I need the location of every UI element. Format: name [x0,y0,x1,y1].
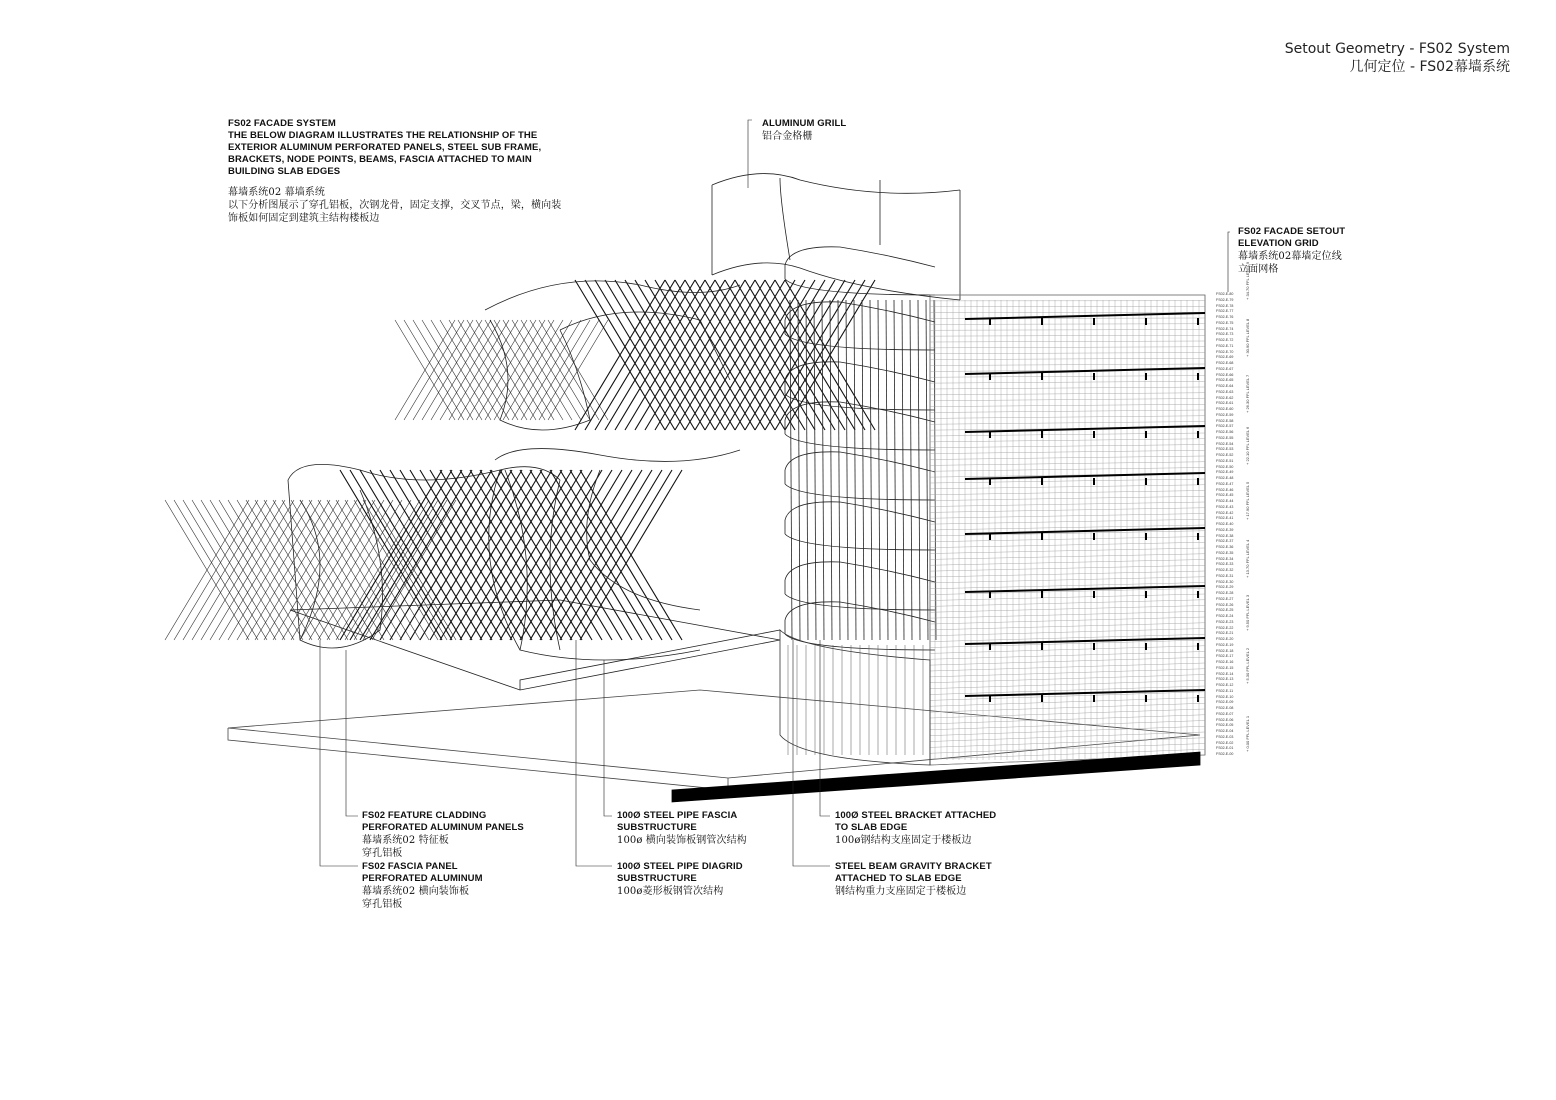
callout-en: FS02 FACADE SETOUT [1238,226,1346,237]
elevation-grid-label: FS02-E-60 [1216,407,1234,411]
elevation-grid-line [930,445,1205,448]
elevation-grid-line [930,657,1205,665]
elevation-grid-label: FS02-E-76 [1216,315,1234,319]
elevation-grid-label: FS02-E-09 [1216,700,1234,705]
elevation-grid-label: FS02-E-56 [1216,430,1234,434]
callout-en: SUBSTRUCTURE [617,873,697,884]
elevation-grid-line [930,387,1205,389]
elevation-grid-label: FS02-E-71 [1216,343,1234,348]
elevation-grid-label: FS02-E-78 [1216,303,1234,308]
elevation-grid-label: FS02-E-59 [1216,412,1234,417]
callout-en: TO SLAB EDGE [835,822,908,833]
elevation-grid-label: FS02-E-45 [1216,493,1234,498]
elevation-grid-label: FS02-E-20 [1216,637,1234,641]
fascia-rib [878,300,880,640]
elevation-grid-label: FS02-E-66 [1216,372,1234,377]
elevation-grid-line [930,560,1205,566]
elevation-grid-label: FS02-E-69 [1216,355,1234,360]
sheet-title-en: Setout Geometry - FS02 System [1284,41,1510,57]
elevation-grid-label: FS02-E-17 [1216,654,1234,659]
elevation-grid-label: FS02-E-70 [1216,349,1234,354]
elevation-grid-label: FS02-E-80 [1216,292,1234,296]
callout-en: SUBSTRUCTURE [617,822,697,833]
aluminum-grill [712,174,960,300]
elevation-grid-line [930,703,1205,712]
elevation-grid-line [930,577,1205,583]
elevation-grid-line [930,519,1205,524]
elevation-grid-line [930,554,1205,560]
elevation-grid-label: FS02-E-73 [1216,332,1234,337]
level-label: + 5.30 FFL LEVEL 2 [1245,647,1250,684]
elevation-grid-line [930,462,1205,466]
callout-cn: 100ø 横向装饰板钢管次结构 [617,835,747,846]
elevation-grid-label: FS02-E-75 [1216,320,1234,325]
callout-en: PERFORATED ALUMINUM [362,873,483,884]
elevation-grid-label: FS02-E-48 [1216,476,1234,480]
elevation-grid-line [930,565,1205,571]
elevation-grid-line [930,450,1205,453]
elevation-grid-label: FS02-E-31 [1216,573,1234,578]
elevation-grid-label: FS02-E-53 [1216,447,1234,452]
elevation-grid-label: FS02-E-52 [1216,453,1234,457]
callout-cn: 钢结构重力支座固定于楼板边 [835,886,967,897]
elevation-grid-label: FS02-E-01 [1216,746,1234,751]
callout-cn: 100ø钢结构支座固定于楼板边 [835,835,972,846]
note-line-cn: 饰板如何固定到建筑主结构楼板边 [228,213,380,224]
elevation-grid-line [930,594,1205,601]
elevation-grid-line [930,416,1205,419]
exploded-slab-lower-edge [520,630,780,690]
level-label: + 13.70 FFL LEVEL 4 [1245,539,1250,578]
elevation-grid-label: FS02-E-61 [1216,401,1234,406]
elevation-grid-line [930,324,1205,325]
elevation-grid-label: FS02-E-00 [1216,752,1234,756]
elevation-grid-line [930,376,1205,378]
elevation-grid-label: FS02-E-65 [1216,378,1234,383]
elevation-grid-line [930,537,1205,542]
fascia-rib [814,300,816,640]
elevation-grid-label: FS02-E-27 [1216,596,1234,601]
elevation-grid-label: FS02-E-04 [1216,729,1234,733]
elevation-grid-line [930,732,1205,742]
level-label: + 26.30 FFL LEVEL 7 [1245,374,1250,413]
callout-en: STEEL BEAM GRAVITY BRACKET [835,861,992,872]
callout-en: ATTACHED TO SLAB EDGE [835,873,962,884]
elevation-grid-line [930,715,1205,724]
elevation-grid-line [930,439,1205,442]
floor-plate-curve [785,247,935,267]
callout-en: 100Ø STEEL PIPE DIAGRID [617,861,743,872]
level-label: + 9.50 FFL LEVEL 3 [1245,594,1250,631]
elevation-grid-label: FS02-E-57 [1216,424,1234,429]
elevation-grid-label: FS02-E-44 [1216,499,1234,503]
exploded-slab-lower [290,600,780,690]
elevation-grid-line [930,726,1205,735]
elevation-grid-label: FS02-E-12 [1216,683,1234,687]
fascia-rib [910,300,912,640]
fascia-rib [918,300,920,640]
elevation-grid-line [930,491,1205,495]
note-line: BRACKETS, NODE POINTS, BEAMS, FASCIA ATTACHED TO MAIN [228,154,532,165]
elevation-grid-label: FS02-E-26 [1216,602,1234,607]
elevation-grid-label: FS02-E-72 [1216,338,1234,342]
fascia-rib [902,300,904,640]
note-line: THE BELOW DIAGRAM ILLUSTRATES THE RELATIONSHIP OF THE [228,130,538,141]
elevation-grid-line [930,542,1205,547]
callout-en: 100Ø STEEL PIPE FASCIA [617,810,738,821]
elevation-grid-line [930,335,1205,336]
elevation-grid-line [930,456,1205,460]
elevation-grid-label: FS02-E-36 [1216,545,1234,549]
elevation-grid-label: FS02-E-64 [1216,384,1234,388]
elevation-grid-label: FS02-E-79 [1216,297,1234,302]
elevation-grid-label: FS02-E-07 [1216,711,1234,716]
elevation-grid-label: FS02-E-55 [1216,435,1234,440]
elevation-grid-line [930,393,1205,395]
elevation-grid-line [930,341,1205,342]
elevation-grid-label: FS02-E-41 [1216,516,1234,521]
elevation-grid-line [930,738,1205,748]
elevation-grid-line [930,721,1205,730]
callout-cn: 幕墙系统02 横向装饰板 [362,886,470,897]
ground-slab-edge [228,728,728,790]
elevation-grid-line [930,571,1205,577]
fascia-rib [790,300,792,640]
note-line-cn: 幕墙系统02 幕墙系统 [228,187,326,198]
elevation-grid-label: FS02-E-42 [1216,510,1234,515]
elevation-grid-label: FS02-E-43 [1216,504,1234,509]
elevation-grid-label: FS02-E-24 [1216,614,1234,618]
callout-en: ALUMINUM GRILL [762,118,847,129]
elevation-grid-line [930,422,1205,425]
elevation-grid-line [930,410,1205,413]
callout-cn: 幕墙系统02 特征板 [362,835,449,846]
floor-plate-curve [785,452,935,472]
elevation-grid-line [930,698,1205,707]
tower-base-cylinder [780,630,930,765]
elevation-grid-label: FS02-E-23 [1216,619,1234,624]
callout-cn: 幕墙系统02幕墙定位线 [1238,251,1342,262]
elevation-grid-line [930,611,1205,618]
elevation-grid-label: FS02-E-38 [1216,533,1234,538]
note-line: BUILDING SLAB EDGES [228,166,341,177]
floor-plate-fascia [785,434,935,450]
elevation-grid-label: FS02-E-21 [1216,631,1234,636]
elevation-grid-label: FS02-E-05 [1216,723,1234,728]
callout-en: ELEVATION GRID [1238,238,1319,249]
fascia-rib [846,300,848,640]
elevation-grid-label: FS02-E-22 [1216,625,1234,630]
elevation-grid-label: FS02-E-51 [1216,458,1234,463]
level-label: + 34.70 FFL LEVEL 9 [1245,261,1250,300]
elevation-grid-line [930,606,1205,613]
elevation-grid-label: FS02-E-08 [1216,706,1234,710]
elevation-grid-label: FS02-E-46 [1216,487,1234,492]
elevation-grid-label: FS02-E-47 [1216,481,1234,486]
callout-en: 100Ø STEEL BRACKET ATTACHED [835,810,997,821]
callout-en: PERFORATED ALUMINUM PANELS [362,822,524,833]
elevation-grid-line [930,347,1205,348]
elevation-grid-line [930,399,1205,401]
level-label: + 17.90 FFL LEVEL 5 [1245,481,1250,520]
elevation-grid-label: FS02-E-49 [1216,470,1234,475]
elevation-grid-label: FS02-E-40 [1216,522,1234,526]
elevation-grid-label: FS02-E-39 [1216,527,1234,532]
elevation-grid-line [930,646,1205,654]
elevation-grid-line [930,548,1205,554]
fascia-rib [854,300,856,640]
elevation-grid-label: FS02-E-29 [1216,585,1234,590]
elevation-grid-line [930,353,1205,354]
elevation-grid-line [930,381,1205,383]
ground-foundation-band [672,752,1200,802]
fascia-rib [870,300,872,640]
elevation-grid-label: FS02-E-58 [1216,418,1234,423]
callout-cn: 100ø菱形板钢管次结构 [617,886,724,897]
fascia-rib [886,300,888,640]
elevation-grid-line [930,496,1205,500]
elevation-grid-label: FS02-E-16 [1216,660,1234,664]
elevation-grid-label: FS02-E-50 [1216,464,1234,469]
callout-en: FS02 FEATURE CLADDING [362,810,487,821]
elevation-grid-label: FS02-E-10 [1216,694,1234,699]
note-line: EXTERIOR ALUMINUM PERFORATED PANELS, STEEL SUB FRAME, [228,142,542,153]
elevation-grid-line [930,508,1205,513]
elevation-grid-label: FS02-E-06 [1216,717,1234,722]
elevation-grid-line [930,744,1205,754]
level-label: + 0.00 FFL LEVEL 1 [1245,715,1250,752]
elevation-grid-label: FS02-E-14 [1216,671,1234,676]
elevation-grid-line [930,485,1205,489]
elevation-grid-label: FS02-E-67 [1216,366,1234,371]
elevation-grid-line [930,433,1205,436]
elevation-grid-label: FS02-E-11 [1216,688,1234,693]
elevation-grid-line [930,623,1205,630]
callout-cn: 铝合金格栅 [762,131,813,142]
elevation-grid-label: FS02-E-32 [1216,568,1234,572]
elevation-grid-label: FS02-E-62 [1216,395,1234,400]
elevation-grid-line [930,358,1205,359]
elevation-grid-label: FS02-E-03 [1216,734,1234,739]
level-label: + 30.90 FFL LEVEL 8 [1245,318,1250,357]
elevation-grid-label: FS02-E-74 [1216,326,1234,331]
fascia-rib [838,300,840,640]
elevation-grid-label: FS02-E-68 [1216,361,1234,365]
elevation-grid-line [930,514,1205,519]
elevation-grid-label: FS02-E-34 [1216,556,1234,561]
note-heading: FS02 FACADE SYSTEM [228,118,336,129]
elevation-grid-line [930,652,1205,660]
sheet-title-cn: 几何定位 - FS02幕墙系统 [1349,59,1510,75]
elevation-grid-label: FS02-E-28 [1216,591,1234,595]
floor-plate-fascia [785,394,935,410]
elevation-grid-label: FS02-E-30 [1216,579,1234,584]
elevation-grid-label: FS02-E-54 [1216,441,1234,446]
elevation-grid-label: FS02-E-33 [1216,562,1234,567]
fascia-rib [830,300,832,640]
elevation-grid-label: FS02-E-13 [1216,677,1234,682]
callout-cn: 穿孔铝板 [362,899,403,910]
elevation-grid-line [930,330,1205,331]
elevation-grid-line [930,468,1205,472]
fascia-rib [798,300,800,640]
elevation-grid-label: FS02-E-15 [1216,665,1234,670]
elevation-grid-line [930,404,1205,406]
elevation-grid-label: FS02-E-19 [1216,642,1234,647]
leader-lines [320,120,1230,866]
elevation-grid-label: FS02-E-63 [1216,389,1234,394]
elevation-grid-label: FS02-E-77 [1216,309,1234,314]
fascia-rib [862,300,864,640]
callout-cn: 穿孔铝板 [362,848,403,859]
elevation-grid-label: FS02-E-25 [1216,608,1234,613]
floor-plate-curve [785,362,935,382]
elevation-grid-line [930,709,1205,718]
elevation-grid-line [930,600,1205,607]
callout-cn: 立面网格 [1238,264,1279,275]
callout-en: FS02 FASCIA PANEL [362,861,458,872]
elevation-grid-label: FS02-E-02 [1216,740,1234,745]
elevation-grid-label: FS02-E-18 [1216,648,1234,653]
elevation-grid-label: FS02-E-37 [1216,539,1234,544]
fascia-rib [894,300,896,640]
elevation-grid-line [930,502,1205,507]
elevation-grid-line [930,629,1205,636]
elevation-grid-line [930,364,1205,366]
elevation-grid-line [930,617,1205,624]
note-line-cn: 以下分析图展示了穿孔铝板，次钢龙骨，固定支撑，交叉节点，梁，横向装 [228,200,562,211]
level-label: + 22.10 FFL LEVEL 6 [1245,426,1250,465]
elevation-grid-label: FS02-E-35 [1216,550,1234,555]
